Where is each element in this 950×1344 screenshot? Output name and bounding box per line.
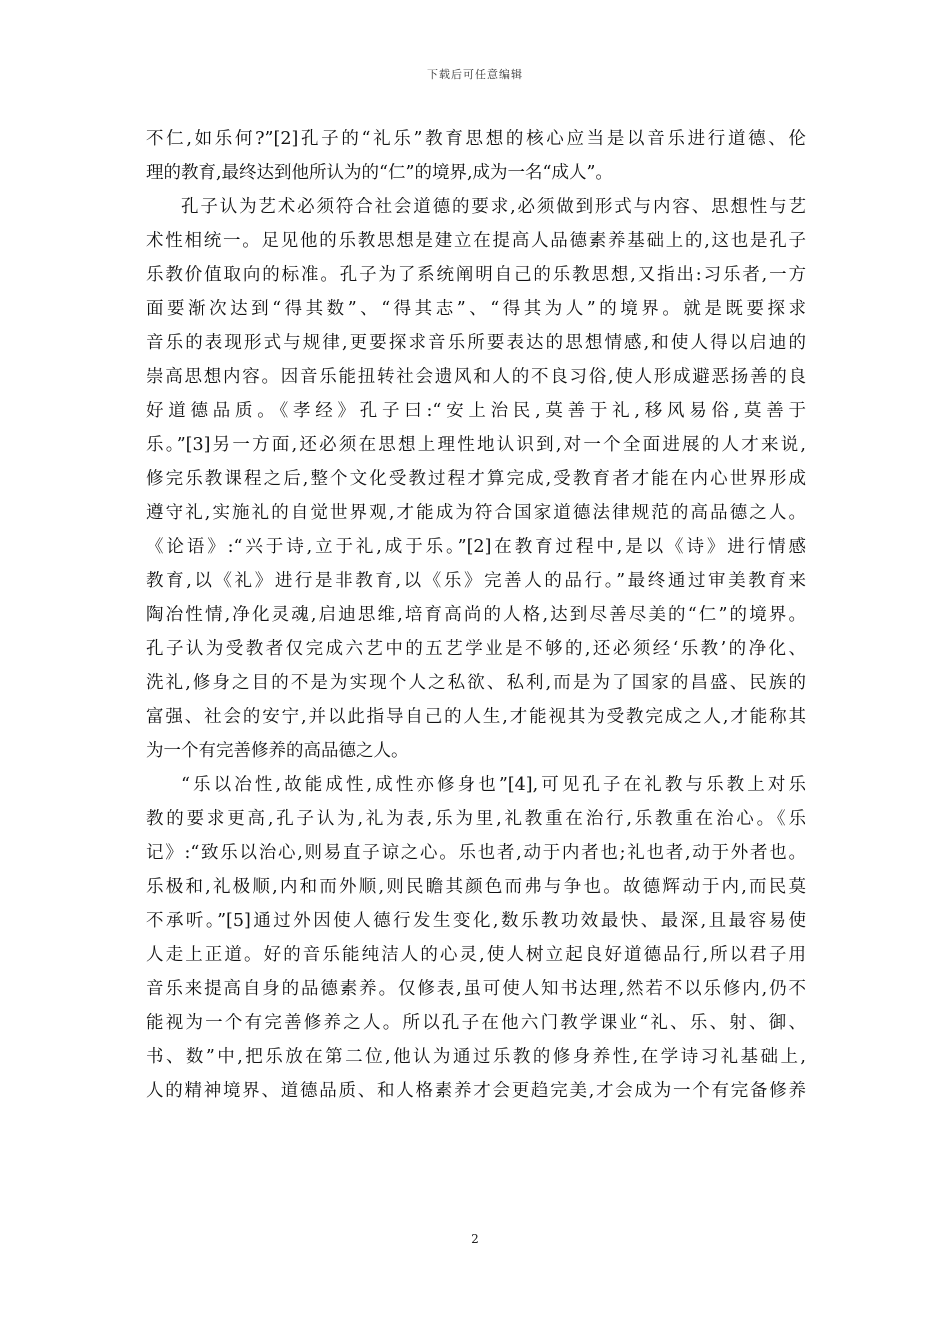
text-line: 《论语》:“兴于诗,立于礼,成于乐。”[2]在教育过程中,是以《诗》进行情感 [146, 537, 806, 557]
page-header: 下载后可任意编辑 [427, 68, 523, 81]
text-line: 陶冶性情,净化灵魂,启迪思维,培育高尚的人格,达到尽善尽美的“仁”的境界。 [146, 605, 806, 625]
text-line: 孔子认为艺术必须符合社会道德的要求,必须做到形式与内容、思想性与艺 [181, 197, 806, 217]
text-line: 术性相统一。足见他的乐教思想是建立在提高人品德素养基础上的,这也是孔子 [146, 231, 806, 251]
text-line: 崇高思想内容。因音乐能扭转社会遗风和人的不良习俗,使人形成避恶扬善的良 [146, 367, 806, 387]
text-line: 教的要求更高,孔子认为,礼为表,乐为里,礼教重在治行,乐教重在治心。《乐 [146, 809, 806, 829]
text-line: 遵守礼,实施礼的自觉世界观,才能成为符合国家道德法律规范的高品德之人。 [146, 503, 806, 523]
text-line: 修完乐教课程之后,整个文化受教过程才算完成,受教育者才能在内心世界形成 [146, 469, 806, 489]
text-line: 洗礼,修身之目的不是为实现个人之私欲、私利,而是为了国家的昌盛、民族的 [146, 673, 806, 693]
text-line: 能视为一个有完善修养之人。所以孔子在他六门教学课业“礼、乐、射、御、 [146, 1013, 806, 1033]
text-line: 书、数”中,把乐放在第二位,他认为通过乐教的修身养性,在学诗习礼基础上, [146, 1047, 806, 1067]
text-line: 为一个有完善修养的高品德之人。 [146, 741, 409, 761]
text-line: 不仁,如乐何?”[2]孔子的“礼乐”教育思想的核心应当是以音乐进行道德、伦 [146, 129, 806, 149]
text-line: 乐。”[3]另一方面,还必须在思想上理性地认识到,对一个全面进展的人才来说, [146, 435, 806, 455]
text-line: 人的精神境界、道德品质、和人格素养才会更趋完美,才会成为一个有完备修养 [146, 1081, 806, 1101]
text-line: 面要渐次达到“得其数”、“得其志”、“得其为人”的境界。就是既要探求 [146, 299, 806, 319]
text-line: 好道德品质。《孝经》孔子曰:“安上治民,莫善于礼,移风易俗,莫善于 [146, 401, 806, 421]
text-line: 音乐来提高自身的品德素养。仅修表,虽可使人知书达理,然若不以乐修内,仍不 [146, 979, 806, 999]
page-number: 2 [471, 1232, 479, 1246]
text-line: 不承听。”[5]通过外因使人德行发生变化,数乐教功效最快、最深,且最容易使 [146, 911, 806, 931]
text-line: 乐极和,礼极顺,内和而外顺,则民瞻其颜色而弗与争也。故德辉动于内,而民莫 [146, 877, 806, 897]
text-line: 人走上正道。好的音乐能纯洁人的心灵,使人树立起良好道德品行,所以君子用 [146, 945, 806, 965]
text-line: 孔子认为受教者仅完成六艺中的五艺学业是不够的,还必须经‘乐教’的净化、 [146, 639, 806, 659]
text-line: 乐教价值取向的标准。孔子为了系统阐明自己的乐教思想,又指出:习乐者,一方 [146, 265, 806, 285]
text-line: 富强、社会的安宁,并以此指导自己的人生,才能视其为受教完成之人,才能称其 [146, 707, 806, 727]
text-line: 音乐的表现形式与规律,更要探求音乐所要表达的思想情感,和使人得以启迪的 [146, 333, 806, 353]
text-line: 理的教育,最终达到他所认为的“仁”的境界,成为一名“成人”。 [146, 163, 613, 183]
body-text [146, 122, 806, 1108]
text-line: “乐以冶性,故能成性,成性亦修身也”[4],可见孔子在礼教与乐教上对乐 [181, 775, 806, 795]
text-line: 教育,以《礼》进行是非教育,以《乐》完善人的品行。”最终通过审美教育来 [146, 571, 806, 591]
text-line: 记》:“致乐以治心,则易直子谅之心。乐也者,动于内者也;礼也者,动于外者也。 [146, 843, 806, 863]
